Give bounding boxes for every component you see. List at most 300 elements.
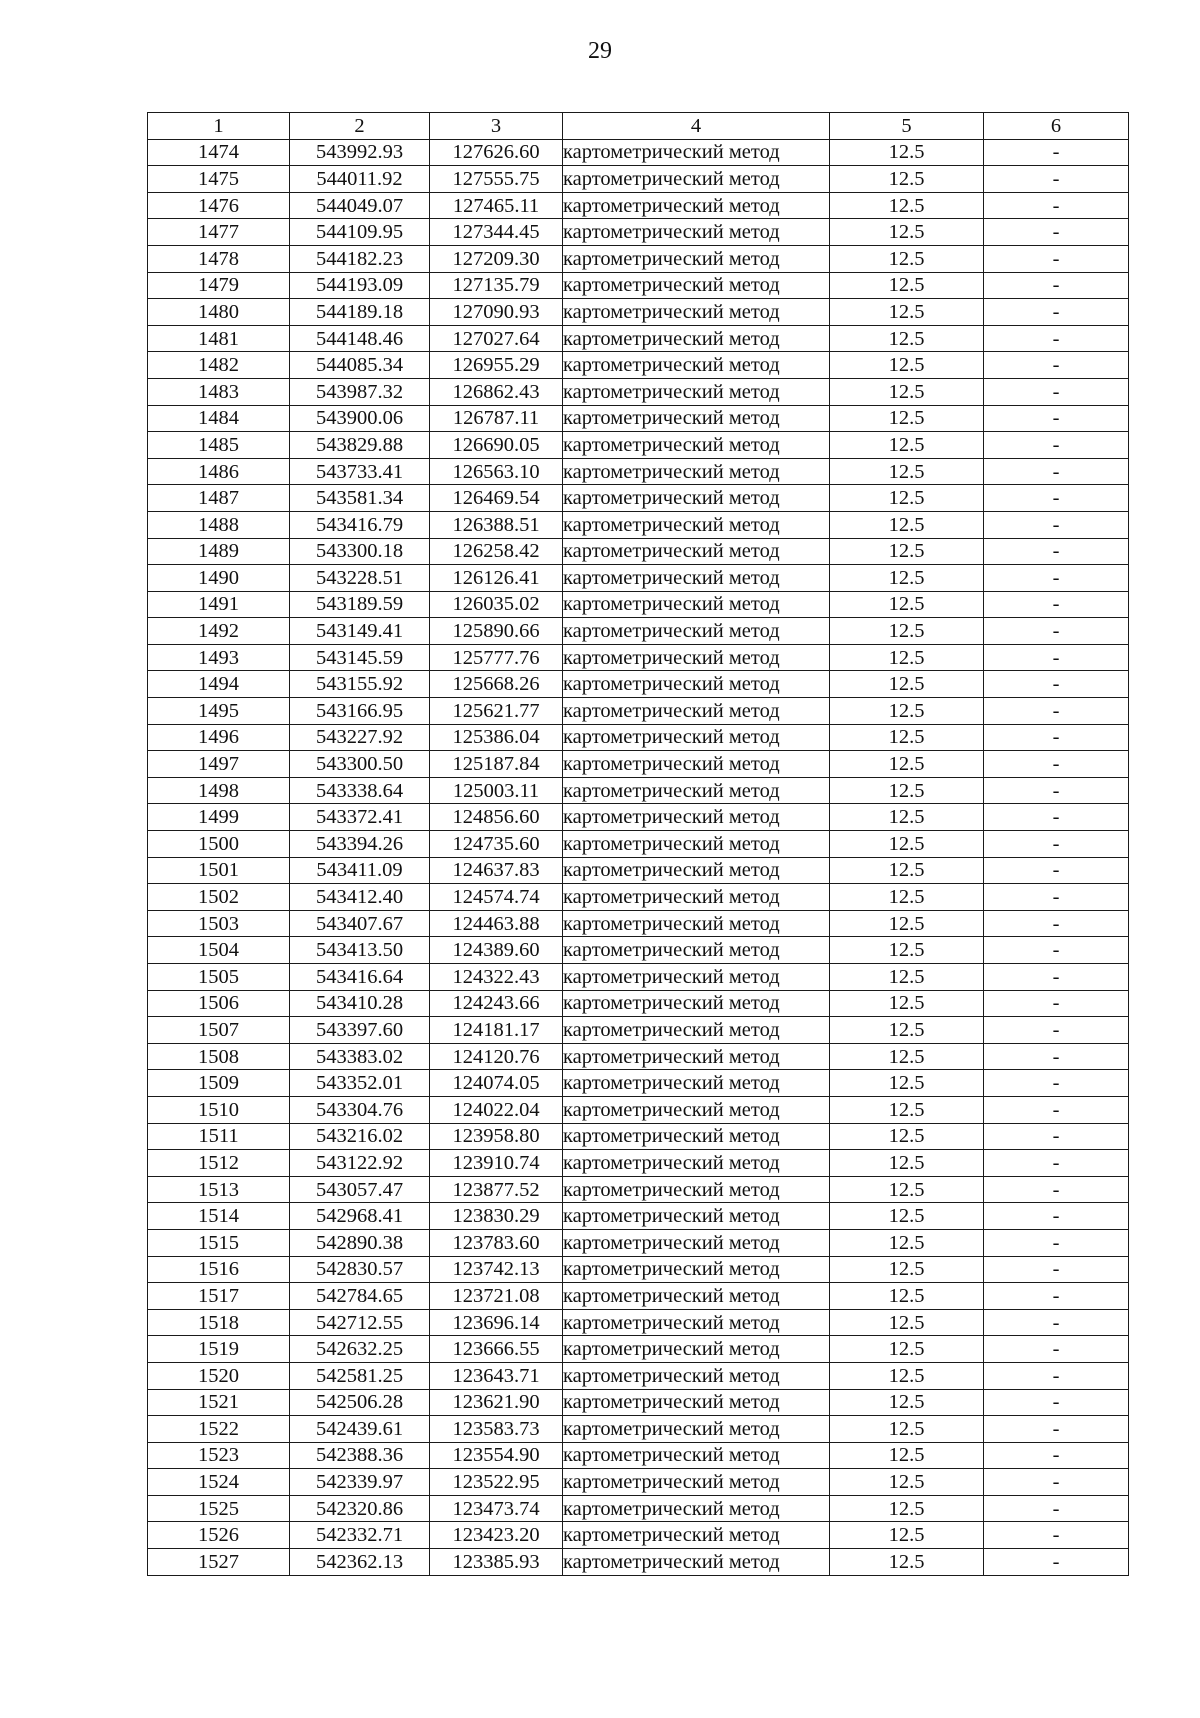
- x-coordinate-cell: 543155.92: [290, 671, 430, 698]
- accuracy-cell: 12.5: [830, 964, 984, 991]
- table-row: [148, 1123, 1129, 1150]
- y-coordinate-cell: 123385.93: [430, 1549, 563, 1576]
- x-coordinate-cell: 543410.28: [290, 990, 430, 1017]
- table-row: [148, 378, 1129, 405]
- method-cell: картометрический метод: [563, 432, 830, 459]
- note-cell: -: [984, 591, 1129, 618]
- accuracy-cell: 12.5: [830, 1096, 984, 1123]
- y-coordinate-cell: 127027.64: [430, 325, 563, 352]
- point-number-cell: 1474: [148, 139, 290, 166]
- accuracy-cell: 12.5: [830, 591, 984, 618]
- accuracy-cell: 12.5: [830, 1017, 984, 1044]
- x-coordinate-cell: 543228.51: [290, 565, 430, 592]
- method-cell: картометрический метод: [563, 937, 830, 964]
- accuracy-cell: 12.5: [830, 325, 984, 352]
- x-coordinate-cell: 544085.34: [290, 352, 430, 379]
- point-number-cell: 1504: [148, 937, 290, 964]
- accuracy-cell: 12.5: [830, 1522, 984, 1549]
- note-cell: -: [984, 1416, 1129, 1443]
- method-cell: картометрический метод: [563, 1176, 830, 1203]
- note-cell: -: [984, 804, 1129, 831]
- y-coordinate-cell: 124574.74: [430, 884, 563, 911]
- point-number-cell: 1509: [148, 1070, 290, 1097]
- point-number-cell: 1512: [148, 1150, 290, 1177]
- x-coordinate-cell: 543383.02: [290, 1043, 430, 1070]
- x-coordinate-cell: 543733.41: [290, 458, 430, 485]
- point-number-cell: 1500: [148, 831, 290, 858]
- method-cell: картометрический метод: [563, 1495, 830, 1522]
- table-row: [148, 139, 1129, 166]
- note-cell: -: [984, 1549, 1129, 1576]
- method-cell: картометрический метод: [563, 1283, 830, 1310]
- point-number-cell: 1526: [148, 1522, 290, 1549]
- y-coordinate-cell: 125621.77: [430, 698, 563, 725]
- table-row: [148, 644, 1129, 671]
- table-row: [148, 1495, 1129, 1522]
- accuracy-cell: 12.5: [830, 458, 984, 485]
- point-number-cell: 1491: [148, 591, 290, 618]
- table-row: [148, 245, 1129, 272]
- table-row: [148, 565, 1129, 592]
- page-number: 29: [588, 38, 612, 64]
- note-cell: -: [984, 1495, 1129, 1522]
- accuracy-cell: 12.5: [830, 1495, 984, 1522]
- y-coordinate-cell: 123721.08: [430, 1283, 563, 1310]
- x-coordinate-cell: 544193.09: [290, 272, 430, 299]
- note-cell: -: [984, 139, 1129, 166]
- accuracy-cell: 12.5: [830, 777, 984, 804]
- x-coordinate-cell: 543227.92: [290, 724, 430, 751]
- x-coordinate-cell: 542506.28: [290, 1389, 430, 1416]
- note-cell: -: [984, 245, 1129, 272]
- point-number-cell: 1508: [148, 1043, 290, 1070]
- table-row: [148, 1017, 1129, 1044]
- point-number-cell: 1488: [148, 511, 290, 538]
- note-cell: -: [984, 884, 1129, 911]
- y-coordinate-cell: 123554.90: [430, 1442, 563, 1469]
- x-coordinate-cell: 543189.59: [290, 591, 430, 618]
- note-cell: -: [984, 751, 1129, 778]
- table-row: [148, 485, 1129, 512]
- table-row: [148, 724, 1129, 751]
- method-cell: картометрический метод: [563, 831, 830, 858]
- table-row: [148, 1043, 1129, 1070]
- table-row: [148, 432, 1129, 459]
- accuracy-cell: 12.5: [830, 831, 984, 858]
- table-row: [148, 1283, 1129, 1310]
- table-body: [148, 139, 1129, 1575]
- method-cell: картометрический метод: [563, 538, 830, 565]
- accuracy-cell: 12.5: [830, 139, 984, 166]
- y-coordinate-cell: 123877.52: [430, 1176, 563, 1203]
- accuracy-cell: 12.5: [830, 1442, 984, 1469]
- y-coordinate-cell: 123830.29: [430, 1203, 563, 1230]
- x-coordinate-cell: 543416.79: [290, 511, 430, 538]
- method-cell: картометрический метод: [563, 724, 830, 751]
- note-cell: -: [984, 352, 1129, 379]
- point-number-cell: 1487: [148, 485, 290, 512]
- accuracy-cell: 12.5: [830, 698, 984, 725]
- accuracy-cell: 12.5: [830, 1150, 984, 1177]
- method-cell: картометрический метод: [563, 1070, 830, 1097]
- accuracy-cell: 12.5: [830, 299, 984, 326]
- method-cell: картометрический метод: [563, 884, 830, 911]
- y-coordinate-cell: 123522.95: [430, 1469, 563, 1496]
- method-cell: картометрический метод: [563, 1203, 830, 1230]
- point-number-cell: 1489: [148, 538, 290, 565]
- note-cell: -: [984, 219, 1129, 246]
- method-cell: картометрический метод: [563, 857, 830, 884]
- y-coordinate-cell: 125003.11: [430, 777, 563, 804]
- note-cell: -: [984, 1362, 1129, 1389]
- point-number-cell: 1497: [148, 751, 290, 778]
- y-coordinate-cell: 123621.90: [430, 1389, 563, 1416]
- note-cell: -: [984, 1229, 1129, 1256]
- note-cell: -: [984, 1123, 1129, 1150]
- note-cell: -: [984, 1309, 1129, 1336]
- method-cell: картометрический метод: [563, 698, 830, 725]
- method-cell: картометрический метод: [563, 272, 830, 299]
- table-row: [148, 1070, 1129, 1097]
- header-col-1: 1: [148, 113, 290, 140]
- header-col-4: 4: [563, 113, 830, 140]
- x-coordinate-cell: 544011.92: [290, 166, 430, 193]
- accuracy-cell: 12.5: [830, 1123, 984, 1150]
- note-cell: -: [984, 405, 1129, 432]
- x-coordinate-cell: 543300.18: [290, 538, 430, 565]
- point-number-cell: 1493: [148, 644, 290, 671]
- x-coordinate-cell: 543987.32: [290, 378, 430, 405]
- point-number-cell: 1494: [148, 671, 290, 698]
- x-coordinate-cell: 543057.47: [290, 1176, 430, 1203]
- y-coordinate-cell: 125777.76: [430, 644, 563, 671]
- note-cell: -: [984, 1389, 1129, 1416]
- note-cell: -: [984, 565, 1129, 592]
- note-cell: -: [984, 272, 1129, 299]
- y-coordinate-cell: 123958.80: [430, 1123, 563, 1150]
- table-row: [148, 831, 1129, 858]
- point-number-cell: 1496: [148, 724, 290, 751]
- accuracy-cell: 12.5: [830, 1362, 984, 1389]
- table-row: [148, 1229, 1129, 1256]
- note-cell: -: [984, 671, 1129, 698]
- table-row: [148, 1389, 1129, 1416]
- note-cell: -: [984, 1203, 1129, 1230]
- y-coordinate-cell: 127344.45: [430, 219, 563, 246]
- accuracy-cell: 12.5: [830, 432, 984, 459]
- method-cell: картометрический метод: [563, 644, 830, 671]
- x-coordinate-cell: 542830.57: [290, 1256, 430, 1283]
- accuracy-cell: 12.5: [830, 1176, 984, 1203]
- point-number-cell: 1475: [148, 166, 290, 193]
- note-cell: -: [984, 1017, 1129, 1044]
- point-number-cell: 1499: [148, 804, 290, 831]
- accuracy-cell: 12.5: [830, 1469, 984, 1496]
- accuracy-cell: 12.5: [830, 1203, 984, 1230]
- method-cell: картометрический метод: [563, 1362, 830, 1389]
- note-cell: -: [984, 192, 1129, 219]
- x-coordinate-cell: 543352.01: [290, 1070, 430, 1097]
- point-number-cell: 1524: [148, 1469, 290, 1496]
- y-coordinate-cell: 127555.75: [430, 166, 563, 193]
- table-row: [148, 1176, 1129, 1203]
- accuracy-cell: 12.5: [830, 1309, 984, 1336]
- table-row: [148, 1336, 1129, 1363]
- accuracy-cell: 12.5: [830, 751, 984, 778]
- x-coordinate-cell: 543145.59: [290, 644, 430, 671]
- accuracy-cell: 12.5: [830, 1229, 984, 1256]
- note-cell: -: [984, 964, 1129, 991]
- accuracy-cell: 12.5: [830, 1389, 984, 1416]
- header-col-6: 6: [984, 113, 1129, 140]
- method-cell: картометрический метод: [563, 1096, 830, 1123]
- y-coordinate-cell: 123783.60: [430, 1229, 563, 1256]
- y-coordinate-cell: 126955.29: [430, 352, 563, 379]
- point-number-cell: 1482: [148, 352, 290, 379]
- accuracy-cell: 12.5: [830, 352, 984, 379]
- method-cell: картометрический метод: [563, 990, 830, 1017]
- table-row: [148, 219, 1129, 246]
- x-coordinate-cell: 544049.07: [290, 192, 430, 219]
- table-row: [148, 511, 1129, 538]
- method-cell: картометрический метод: [563, 166, 830, 193]
- x-coordinate-cell: 542632.25: [290, 1336, 430, 1363]
- y-coordinate-cell: 126469.54: [430, 485, 563, 512]
- note-cell: -: [984, 698, 1129, 725]
- accuracy-cell: 12.5: [830, 724, 984, 751]
- table-row: [148, 910, 1129, 937]
- note-cell: -: [984, 485, 1129, 512]
- point-number-cell: 1492: [148, 618, 290, 645]
- method-cell: картометрический метод: [563, 325, 830, 352]
- x-coordinate-cell: 542332.71: [290, 1522, 430, 1549]
- note-cell: -: [984, 618, 1129, 645]
- method-cell: картометрический метод: [563, 1469, 830, 1496]
- table-row: [148, 352, 1129, 379]
- accuracy-cell: 12.5: [830, 937, 984, 964]
- table-row: [148, 458, 1129, 485]
- point-number-cell: 1527: [148, 1549, 290, 1576]
- y-coordinate-cell: 126862.43: [430, 378, 563, 405]
- accuracy-cell: 12.5: [830, 378, 984, 405]
- x-coordinate-cell: 543300.50: [290, 751, 430, 778]
- note-cell: -: [984, 990, 1129, 1017]
- note-cell: -: [984, 1070, 1129, 1097]
- accuracy-cell: 12.5: [830, 405, 984, 432]
- x-coordinate-cell: 542712.55: [290, 1309, 430, 1336]
- point-number-cell: 1513: [148, 1176, 290, 1203]
- table-row: [148, 1442, 1129, 1469]
- table-row: [148, 990, 1129, 1017]
- point-number-cell: 1485: [148, 432, 290, 459]
- note-cell: -: [984, 1469, 1129, 1496]
- table-row: [148, 591, 1129, 618]
- note-cell: -: [984, 777, 1129, 804]
- method-cell: картометрический метод: [563, 511, 830, 538]
- method-cell: картометрический метод: [563, 1017, 830, 1044]
- table-row: [148, 671, 1129, 698]
- point-number-cell: 1480: [148, 299, 290, 326]
- x-coordinate-cell: 542581.25: [290, 1362, 430, 1389]
- method-cell: картометрический метод: [563, 405, 830, 432]
- point-number-cell: 1505: [148, 964, 290, 991]
- y-coordinate-cell: 124120.76: [430, 1043, 563, 1070]
- table-row: [148, 1522, 1129, 1549]
- method-cell: картометрический метод: [563, 1416, 830, 1443]
- table-row: [148, 166, 1129, 193]
- method-cell: картометрический метод: [563, 1309, 830, 1336]
- table-row: [148, 751, 1129, 778]
- accuracy-cell: 12.5: [830, 245, 984, 272]
- x-coordinate-cell: 543900.06: [290, 405, 430, 432]
- method-cell: картометрический метод: [563, 565, 830, 592]
- y-coordinate-cell: 123742.13: [430, 1256, 563, 1283]
- note-cell: -: [984, 857, 1129, 884]
- point-number-cell: 1510: [148, 1096, 290, 1123]
- method-cell: картометрический метод: [563, 1522, 830, 1549]
- accuracy-cell: 12.5: [830, 166, 984, 193]
- x-coordinate-cell: 543372.41: [290, 804, 430, 831]
- y-coordinate-cell: 127209.30: [430, 245, 563, 272]
- y-coordinate-cell: 124856.60: [430, 804, 563, 831]
- y-coordinate-cell: 124322.43: [430, 964, 563, 991]
- note-cell: -: [984, 511, 1129, 538]
- table-row: [148, 1309, 1129, 1336]
- y-coordinate-cell: 127465.11: [430, 192, 563, 219]
- accuracy-cell: 12.5: [830, 1549, 984, 1576]
- point-number-cell: 1525: [148, 1495, 290, 1522]
- y-coordinate-cell: 126690.05: [430, 432, 563, 459]
- y-coordinate-cell: 123696.14: [430, 1309, 563, 1336]
- method-cell: картометрический метод: [563, 1389, 830, 1416]
- method-cell: картометрический метод: [563, 1043, 830, 1070]
- accuracy-cell: 12.5: [830, 219, 984, 246]
- point-number-cell: 1479: [148, 272, 290, 299]
- coordinates-table: [147, 112, 1129, 1576]
- y-coordinate-cell: 124389.60: [430, 937, 563, 964]
- note-cell: -: [984, 644, 1129, 671]
- note-cell: -: [984, 538, 1129, 565]
- point-number-cell: 1483: [148, 378, 290, 405]
- table-row: [148, 777, 1129, 804]
- y-coordinate-cell: 123643.71: [430, 1362, 563, 1389]
- method-cell: картометрический метод: [563, 245, 830, 272]
- x-coordinate-cell: 543581.34: [290, 485, 430, 512]
- method-cell: картометрический метод: [563, 1150, 830, 1177]
- note-cell: -: [984, 1176, 1129, 1203]
- method-cell: картометрический метод: [563, 910, 830, 937]
- accuracy-cell: 12.5: [830, 618, 984, 645]
- header-col-3: 3: [430, 113, 563, 140]
- point-number-cell: 1523: [148, 1442, 290, 1469]
- method-cell: картометрический метод: [563, 671, 830, 698]
- point-number-cell: 1490: [148, 565, 290, 592]
- accuracy-cell: 12.5: [830, 538, 984, 565]
- method-cell: картометрический метод: [563, 1336, 830, 1363]
- x-coordinate-cell: 542362.13: [290, 1549, 430, 1576]
- point-number-cell: 1478: [148, 245, 290, 272]
- y-coordinate-cell: 126388.51: [430, 511, 563, 538]
- x-coordinate-cell: 543338.64: [290, 777, 430, 804]
- note-cell: -: [984, 937, 1129, 964]
- point-number-cell: 1518: [148, 1309, 290, 1336]
- note-cell: -: [984, 1522, 1129, 1549]
- y-coordinate-cell: 123423.20: [430, 1522, 563, 1549]
- accuracy-cell: 12.5: [830, 1336, 984, 1363]
- x-coordinate-cell: 543397.60: [290, 1017, 430, 1044]
- y-coordinate-cell: 125187.84: [430, 751, 563, 778]
- x-coordinate-cell: 543413.50: [290, 937, 430, 964]
- point-number-cell: 1519: [148, 1336, 290, 1363]
- point-number-cell: 1476: [148, 192, 290, 219]
- point-number-cell: 1515: [148, 1229, 290, 1256]
- y-coordinate-cell: 125386.04: [430, 724, 563, 751]
- method-cell: картометрический метод: [563, 1123, 830, 1150]
- y-coordinate-cell: 123666.55: [430, 1336, 563, 1363]
- method-cell: картометрический метод: [563, 751, 830, 778]
- table-header: [148, 113, 1129, 140]
- x-coordinate-cell: 542388.36: [290, 1442, 430, 1469]
- table-row: [148, 1362, 1129, 1389]
- x-coordinate-cell: 542339.97: [290, 1469, 430, 1496]
- x-coordinate-cell: 544109.95: [290, 219, 430, 246]
- y-coordinate-cell: 124074.05: [430, 1070, 563, 1097]
- table-row: [148, 1096, 1129, 1123]
- y-coordinate-cell: 125890.66: [430, 618, 563, 645]
- header-col-5: 5: [830, 113, 984, 140]
- y-coordinate-cell: 124463.88: [430, 910, 563, 937]
- x-coordinate-cell: 542784.65: [290, 1283, 430, 1310]
- y-coordinate-cell: 124243.66: [430, 990, 563, 1017]
- table-row: [148, 884, 1129, 911]
- accuracy-cell: 12.5: [830, 990, 984, 1017]
- table-row: [148, 804, 1129, 831]
- x-coordinate-cell: 543412.40: [290, 884, 430, 911]
- table-row: [148, 618, 1129, 645]
- point-number-cell: 1486: [148, 458, 290, 485]
- table-row: [148, 405, 1129, 432]
- accuracy-cell: 12.5: [830, 1043, 984, 1070]
- y-coordinate-cell: 124735.60: [430, 831, 563, 858]
- y-coordinate-cell: 126563.10: [430, 458, 563, 485]
- method-cell: картометрический метод: [563, 352, 830, 379]
- accuracy-cell: 12.5: [830, 1256, 984, 1283]
- table-row: [148, 325, 1129, 352]
- point-number-cell: 1511: [148, 1123, 290, 1150]
- table-row: [148, 857, 1129, 884]
- accuracy-cell: 12.5: [830, 910, 984, 937]
- table-row: [148, 1416, 1129, 1443]
- accuracy-cell: 12.5: [830, 1283, 984, 1310]
- accuracy-cell: 12.5: [830, 1416, 984, 1443]
- y-coordinate-cell: 124637.83: [430, 857, 563, 884]
- point-number-cell: 1516: [148, 1256, 290, 1283]
- point-number-cell: 1495: [148, 698, 290, 725]
- x-coordinate-cell: 543304.76: [290, 1096, 430, 1123]
- x-coordinate-cell: 544148.46: [290, 325, 430, 352]
- x-coordinate-cell: 543122.92: [290, 1150, 430, 1177]
- y-coordinate-cell: 124022.04: [430, 1096, 563, 1123]
- x-coordinate-cell: 543149.41: [290, 618, 430, 645]
- method-cell: картометрический метод: [563, 378, 830, 405]
- table-row: [148, 964, 1129, 991]
- y-coordinate-cell: 126787.11: [430, 405, 563, 432]
- method-cell: картометрический метод: [563, 618, 830, 645]
- note-cell: -: [984, 299, 1129, 326]
- y-coordinate-cell: 127090.93: [430, 299, 563, 326]
- point-number-cell: 1481: [148, 325, 290, 352]
- accuracy-cell: 12.5: [830, 511, 984, 538]
